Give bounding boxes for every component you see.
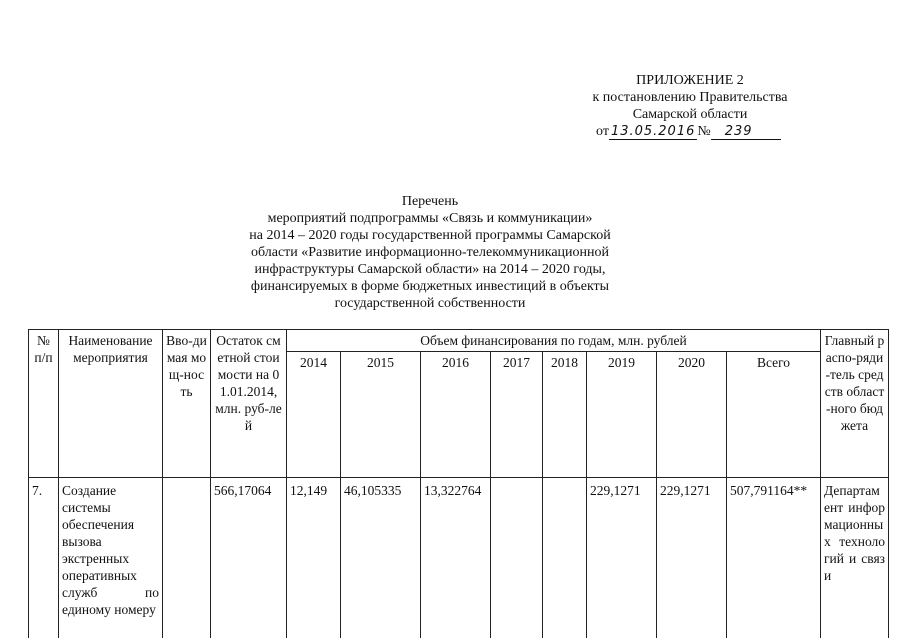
header-capacity: Вво-димая мощ-ность: [163, 330, 211, 478]
funding-table: [28, 329, 889, 638]
appendix-block: [560, 72, 820, 140]
header-year: 2020: [657, 352, 727, 478]
appendix-line-2: к постановлению Правительства: [592, 90, 788, 105]
appendix-title: ПРИЛОЖЕНИЕ 2: [636, 73, 744, 88]
title-line-7: государственной собственности: [334, 296, 526, 311]
row-name: Создание системы обеспечения вызова экстренных оперативных служб по единому номеру: [59, 478, 163, 638]
number-label: №: [697, 124, 711, 139]
row-capacity: [163, 478, 211, 638]
row-value-2014: 12,149: [287, 478, 341, 638]
header-year: 2019: [587, 352, 657, 478]
header-year: 2015: [341, 352, 421, 478]
title-line-5: инфраструктуры Самарской области» на 2014 – 2020 годы,: [254, 262, 606, 277]
row-value-2017: [491, 478, 543, 638]
row-value-2018: [543, 478, 587, 638]
document-title: [200, 193, 660, 312]
row-remaining: 566,17064: [211, 478, 287, 638]
header-name: Наименование мероприятия: [59, 330, 163, 478]
table-row: [29, 478, 889, 638]
header-year: 2017: [491, 352, 543, 478]
title-line-3: на 2014 – 2020 годы государственной программы Самарской: [249, 228, 611, 243]
header-year: 2014: [287, 352, 341, 478]
row-num: 7.: [29, 478, 59, 638]
header-funding: Объем финансирования по годам, млн. рублей: [287, 330, 821, 352]
from-label: от: [596, 124, 609, 139]
handwritten-number: 239: [711, 124, 781, 140]
row-value-2019: 229,1271: [587, 478, 657, 638]
appendix-signature-row: [560, 123, 820, 140]
handwritten-date: 13.05.2016: [610, 124, 696, 139]
header-manager: Главный распо-ряди-тель средств област-ного бюджета: [821, 330, 889, 478]
header-row-1: [29, 330, 889, 352]
row-value-2015: 46,105335: [341, 478, 421, 638]
header-num: № п/п: [29, 330, 59, 478]
appendix-line-3: Самарской области: [632, 107, 748, 122]
row-value-2020: 229,1271: [657, 478, 727, 638]
header-total: Всего: [727, 352, 821, 478]
header-year: 2018: [543, 352, 587, 478]
title-line-6: финансируемых в форме бюджетных инвестиций в объекты: [250, 279, 610, 294]
title-line-1: Перечень: [401, 194, 459, 209]
header-remaining: Остаток сметной стоимости на 01.01.2014, млн. руб-лей: [211, 330, 287, 478]
header-year: 2016: [421, 352, 491, 478]
row-value-2016: 13,322764: [421, 478, 491, 638]
row-value-total: 507,791164**: [727, 478, 821, 638]
title-line-4: области «Развитие информационно-телекоммуникационной: [250, 245, 610, 260]
title-line-2: мероприятий подпрограммы «Связь и коммуникации»: [267, 211, 593, 226]
row-manager: Департамент информационных технологий и связи: [821, 478, 889, 638]
